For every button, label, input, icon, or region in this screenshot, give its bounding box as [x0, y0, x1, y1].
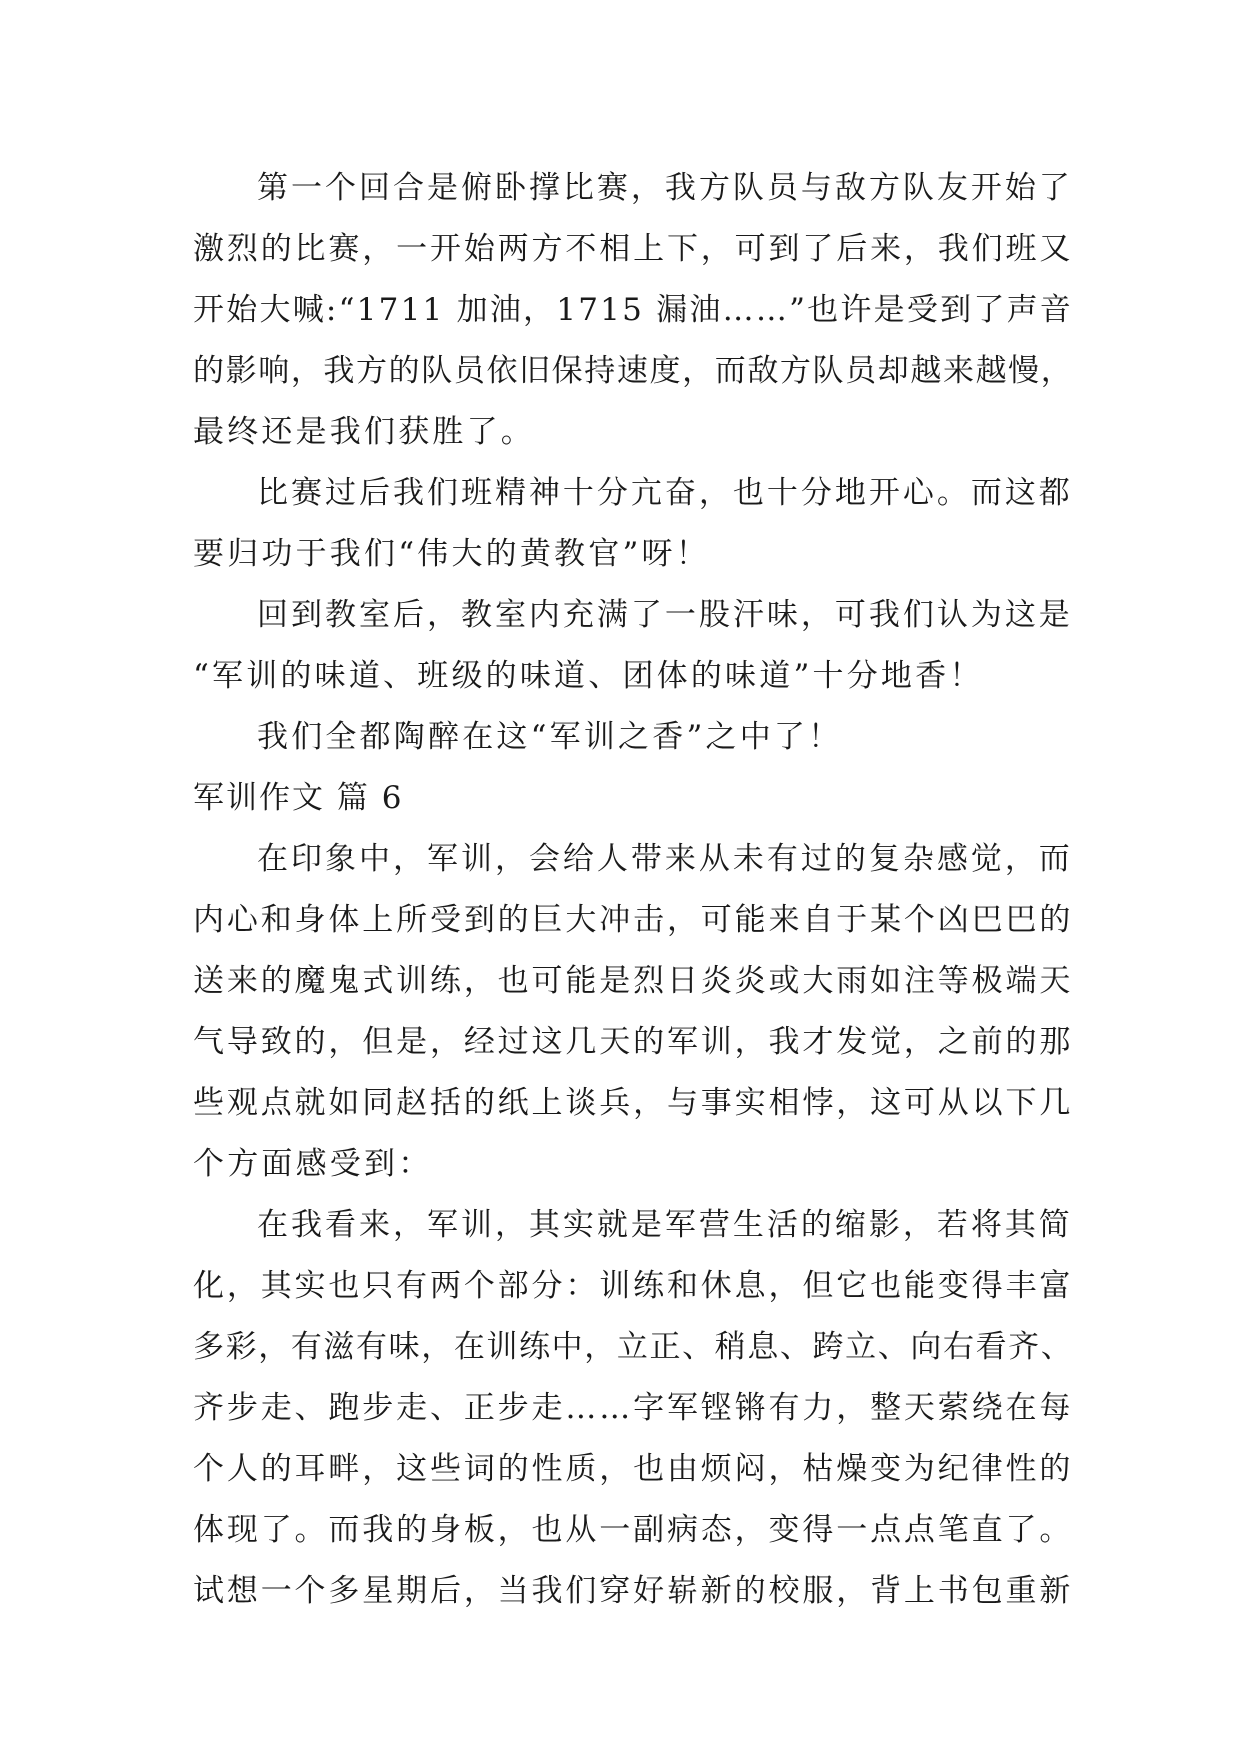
- section-heading: 军训作文 篇 6: [193, 780, 404, 816]
- paragraph-line: 些观点就如同赵括的纸上谈兵，与事实相悖，这可从以下几: [193, 1085, 1074, 1121]
- paragraph-line: 最终还是我们获胜了。: [193, 414, 535, 450]
- paragraph-line: 多彩，有滋有味，在训练中，立正、稍息、跨立、向右看齐、: [193, 1329, 1074, 1365]
- paragraph-line: 在印象中，军训，会给人带来从未有过的复杂感觉，而: [257, 841, 1073, 877]
- paragraph-line: 我们全都陶醉在这“军训之香”之中了！: [257, 719, 843, 755]
- paragraph-line: 内心和身体上所受到的巨大冲击，可能来自于某个凶巴巴的: [193, 902, 1074, 938]
- paragraph-line: 开始大喊:“1711 加油，1715 漏油……”也许是受到了声音: [193, 292, 1074, 328]
- paragraph-line: 要归功于我们“伟大的黄教官”呀！: [193, 536, 710, 572]
- paragraph-line: 试想一个多星期后，当我们穿好崭新的校服，背上书包重新: [193, 1573, 1074, 1609]
- paragraph-line: 气导致的，但是，经过这几天的军训，我才发觉，之前的那: [193, 1024, 1074, 1060]
- paragraph-line: 送来的魔鬼式训练，也可能是烈日炎炎或大雨如注等极端天: [193, 963, 1074, 999]
- paragraph-line: 化，其实也只有两个部分：训练和休息，但它也能变得丰富: [193, 1268, 1074, 1304]
- paragraph-line: 的影响，我方的队员依旧保持速度，而敌方队员却越来越慢，: [193, 353, 1074, 389]
- paragraph-line: 体现了。而我的身板，也从一副病态，变得一点点笔直了。: [193, 1512, 1074, 1548]
- paragraph-line: 回到教室后，教室内充满了一股汗味，可我们认为这是: [257, 597, 1073, 633]
- paragraph-line: 第一个回合是俯卧撑比赛，我方队员与敌方队友开始了: [257, 170, 1073, 206]
- paragraph-line: 激烈的比赛，一开始两方不相上下，可到了后来，我们班又: [193, 231, 1074, 267]
- paragraph-line: 齐步走、跑步走、正步走……字军铿锵有力，整天萦绕在每: [193, 1390, 1074, 1426]
- paragraph-line: 个方面感受到：: [193, 1146, 433, 1182]
- paragraph-line: 个人的耳畔，这些词的性质，也由烦闷，枯燥变为纪律性的: [193, 1451, 1074, 1487]
- paragraph-line: 在我看来，军训，其实就是军营生活的缩影，若将其简: [257, 1207, 1073, 1243]
- paragraph-line: 比赛过后我们班精神十分亢奋，也十分地开心。而这都: [257, 475, 1073, 511]
- document-body: [193, 158, 1073, 1622]
- paragraph-line: “军训的味道、班级的味道、团体的味道”十分地香！: [193, 658, 984, 694]
